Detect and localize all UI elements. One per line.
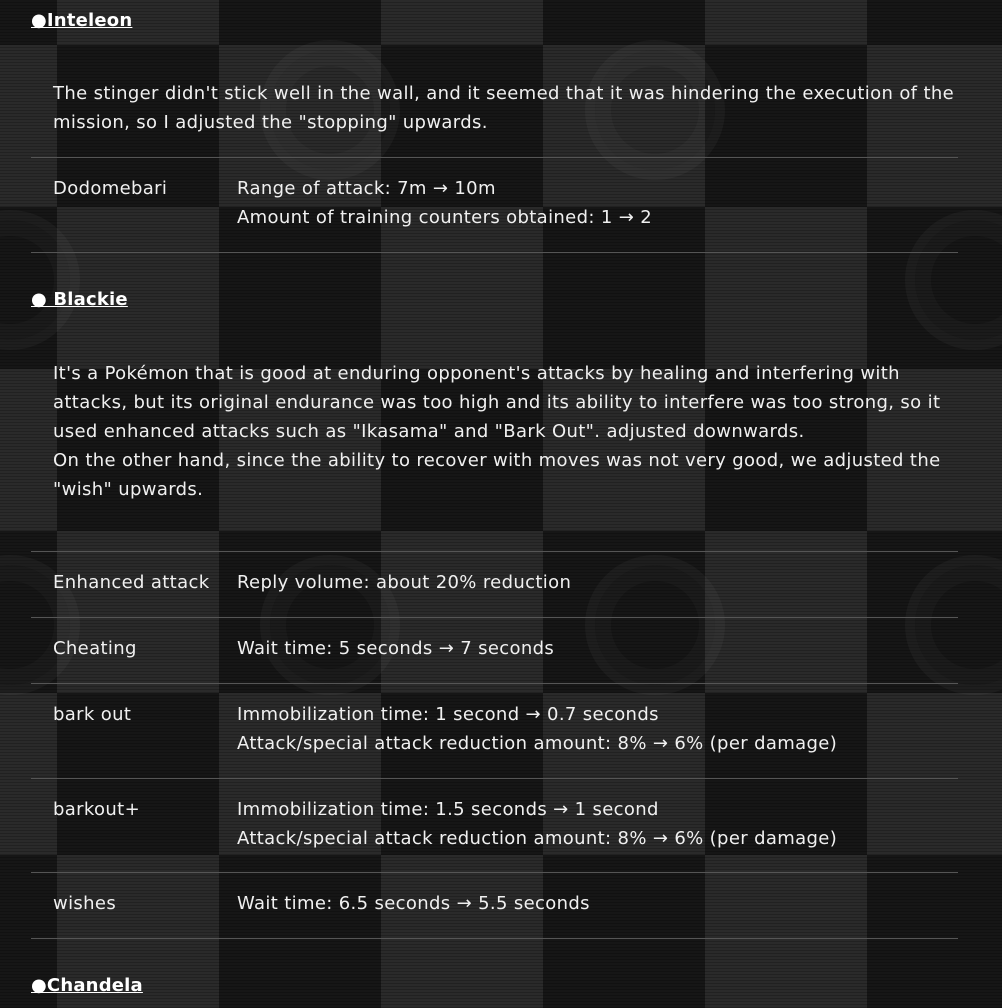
divider bbox=[31, 551, 958, 552]
change-line: Immobilization time: 1.5 seconds → 1 second bbox=[237, 799, 659, 820]
move-changes bbox=[237, 795, 837, 853]
change-line: Attack/special attack reduction amount: 8% → 6% (per damage) bbox=[237, 733, 838, 754]
change-line: Wait time: 5 seconds → 7 seconds bbox=[237, 638, 555, 659]
description-paragraph: On the other hand, since the ability to recover with moves was not very good, we adjusted the "wish" upwards. bbox=[53, 450, 941, 500]
move-name: wishes bbox=[53, 893, 117, 914]
move-name: Enhanced attack bbox=[53, 572, 210, 593]
change-line: Amount of training counters obtained: 1 → 2 bbox=[237, 207, 653, 228]
section-description bbox=[53, 359, 958, 504]
move-changes bbox=[237, 568, 571, 597]
move-changes bbox=[237, 174, 652, 232]
divider bbox=[31, 872, 958, 873]
description-paragraph: It's a Pokémon that is good at enduring opponent's attacks by healing and interfering with attacks, but its original endurance was too high and its ability to interfere was too strong, so it used enhanced attacks such as "Ikasama" and "Bark Out". adjusted downwards. bbox=[53, 363, 941, 442]
divider bbox=[31, 157, 958, 158]
section-heading-chandela[interactable]: ●Chandela bbox=[31, 975, 143, 996]
divider bbox=[31, 252, 958, 253]
change-line: Wait time: 6.5 seconds → 5.5 seconds bbox=[237, 893, 590, 914]
move-name: barkout+ bbox=[53, 799, 140, 820]
change-line: Attack/special attack reduction amount: 8% → 6% (per damage) bbox=[237, 828, 838, 849]
change-line: Reply volume: about 20% reduction bbox=[237, 572, 572, 593]
move-name: bark out bbox=[53, 704, 132, 725]
section-heading-inteleon[interactable]: ●Inteleon bbox=[31, 10, 133, 31]
section-description bbox=[53, 79, 958, 137]
description-paragraph: The stinger didn't stick well in the wall, and it seemed that it was hindering the execution of the mission, so I adjusted the "stopping" upwards. bbox=[53, 83, 955, 133]
move-changes bbox=[237, 634, 554, 663]
section-heading-blackie[interactable]: ● Blackie bbox=[31, 289, 128, 310]
move-changes bbox=[237, 889, 590, 918]
divider bbox=[31, 617, 958, 618]
divider bbox=[31, 938, 958, 939]
move-name: Dodomebari bbox=[53, 178, 168, 199]
move-name: Cheating bbox=[53, 638, 137, 659]
change-line: Range of attack: 7m → 10m bbox=[237, 178, 496, 199]
divider bbox=[31, 683, 958, 684]
divider bbox=[31, 778, 958, 779]
change-line: Immobilization time: 1 second → 0.7 seconds bbox=[237, 704, 659, 725]
move-changes bbox=[237, 700, 837, 758]
